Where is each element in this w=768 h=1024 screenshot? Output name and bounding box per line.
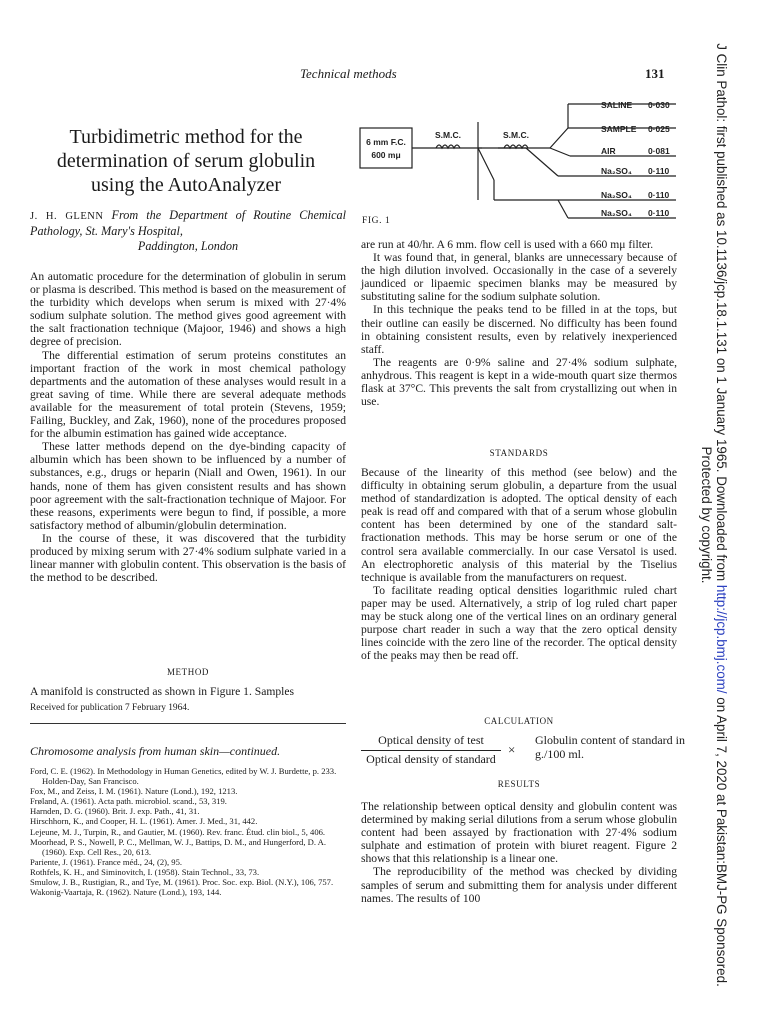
author-name: J. H. GLENN bbox=[30, 211, 104, 222]
reference-item: Fox, M., and Zeiss, I. M. (1961). Nature (Lond.), 192, 1213. bbox=[30, 786, 238, 797]
flow-cell-label: 6 mm F.C. bbox=[366, 137, 406, 147]
sidebar-line-1 bbox=[714, 43, 729, 987]
body-paragraph: are run at 40/hr. A 6 mm. flow cell is used with a 660 mμ filter. bbox=[361, 238, 654, 251]
line-label-air: AIR bbox=[601, 146, 616, 156]
results-heading: RESULTS bbox=[497, 779, 541, 789]
reference-item: Smulow, J. B., Rustigian, R., and Tye, M. (1961). Proc. Soc. exp. Biol. (N.Y.), 106, 757. bbox=[30, 877, 334, 888]
body-paragraph: In this technique the peaks tend to be filled in at the tops, but their outline can easily be discerned. No difficulty has been found in obtaining consistent results, even by relatively inexperienced staff. bbox=[361, 303, 677, 356]
line-value-na2so4-3: 0·110 bbox=[648, 208, 670, 218]
received-note: Received for publication 7 February 1964. bbox=[30, 703, 190, 713]
formula-fraction bbox=[361, 733, 501, 767]
reference-item: Pariente, J. (1961). France méd., 24, (2), 95. bbox=[30, 856, 183, 867]
line-value-na2so4-2: 0·110 bbox=[648, 190, 670, 200]
figure-label: FIG. 1 bbox=[362, 216, 391, 226]
method-text bbox=[30, 685, 346, 698]
body-paragraph: These latter methods depend on the dye-binding capacity of albumin which has been shown to be influenced by a number of substances, e.g., drugs or heparin (Niall and Owen, 1961). In our hands, none of them has given consistent results and has shown poor agreement with the salt-fractionation technique of Majoor. For these reasons, experiments were begun to find, if possible, a more satisfactory method of albumin/globulin determination. bbox=[30, 440, 346, 532]
figure-1-manifold-diagram bbox=[358, 92, 688, 224]
line-label-sample: SAMPLE bbox=[601, 124, 637, 134]
journal-link[interactable]: http://jcp.bmj.com/ bbox=[714, 584, 729, 694]
title-line: using the AutoAnalyzer bbox=[91, 174, 281, 196]
body-paragraph: The reproducibility of the method was checked by dividing samples of serum and submitting them for analysis under different names. The results of 100 bbox=[361, 865, 677, 905]
continued-title: Chromosome analysis from human skin—continued. bbox=[30, 744, 281, 758]
multiply-sign: × bbox=[508, 742, 516, 757]
author-affiliation: From the Department of Routine Chemical Pathology, St. Mary's Hospital, bbox=[30, 208, 346, 238]
filter-label: 600 mμ bbox=[371, 150, 401, 160]
formula-numerator: Optical density of test bbox=[361, 733, 501, 751]
reference-item: Wakonig-Vaartaja, R. (1962). Nature (Lond.), 193, 144. bbox=[30, 887, 222, 898]
reference-item: Hirschhorn, K., and Cooper, H. L. (1961). Amer. J. Med., 31, 442. bbox=[30, 816, 258, 827]
body-paragraph: In the course of these, it was discovered that the turbidity produced by mixing serum with 27·4% sodium sulphate varied in a linear manner with globulin content. This observation is the basis of the method to be described. bbox=[30, 531, 346, 585]
author-block bbox=[30, 208, 346, 254]
reference-item: Frøland, A. (1961). Acta path. microbiol. scand., 53, 319. bbox=[30, 796, 227, 807]
coil-label-2: S.M.C. bbox=[503, 130, 529, 140]
page-number: 131 bbox=[645, 66, 665, 81]
standards-heading: STANDARDS bbox=[489, 448, 549, 458]
article-title bbox=[30, 125, 342, 197]
line-value-saline: 0·030 bbox=[648, 100, 670, 110]
reference-list bbox=[30, 766, 346, 897]
line-label-na2so4-3: Na₂SO₄ bbox=[601, 208, 632, 218]
right-column-body bbox=[361, 238, 677, 408]
line-value-sample: 0·025 bbox=[648, 124, 670, 134]
method-heading: METHOD bbox=[166, 667, 210, 677]
line-label-saline: SALINE bbox=[601, 100, 633, 110]
line-label-na2so4-1: Na₂SO₄ bbox=[601, 166, 632, 176]
reference-item: Rothfels, K. H., and Siminovitch, I. (1958). Stain Technol., 33, 73. bbox=[30, 866, 260, 877]
sidebar-part-2: on April 7, 2020 at Pakistan:BMJ-PG Sponsored. bbox=[714, 693, 729, 987]
title-line: Turbidimetric method for the bbox=[69, 126, 303, 148]
section-divider bbox=[30, 723, 346, 724]
formula-denominator: Optical density of standard bbox=[366, 752, 496, 766]
standards-body bbox=[361, 466, 677, 662]
calculation-formula bbox=[361, 733, 691, 773]
body-paragraph: The reagents are 0·9% saline and 27·4% sodium sulphate, anhydrous. This reagent is kept in a wide-mouth quart size thermos flask at 37°C. This prevents the salt from crystallizing out when in use. bbox=[361, 355, 677, 409]
reference-item: Lejeune, M. J., Turpin, R., and Gautier, M. (1960). Rev. franc. Étud. clin biol., 5, 406. bbox=[30, 826, 326, 837]
calculation-heading: CALCULATION bbox=[484, 716, 554, 726]
coil-label-1: S.M.C. bbox=[435, 130, 461, 140]
body-paragraph: The relationship between optical density and globulin content was determined by making serial dilutions from a serum whose globulin content had been assayed by fractionation with 27·4% sodium sulphate and estimation of protein with biuret reagent. Figure 2 shows that this relationship is a linear one. bbox=[361, 800, 677, 866]
reference-item: Ford, C. E. (1962). In Methodology in Human Genetics, edited by W. J. Burdette, p. 233. Holden-Day, San Francisco. bbox=[30, 766, 337, 787]
author-location: Paddington, London bbox=[137, 239, 239, 253]
copyright-sidebar bbox=[684, 20, 744, 1010]
abstract-paragraph: An automatic procedure for the determination of globulin in serum or plasma is described. This method is based on the measurement of the turbidity which develops when serum is mixed with 27·4% sodium sulphate solution. The method gives good agreement with the salt fractionation technique (Majoor, 1946) and shows a high degree of precision. bbox=[30, 270, 346, 349]
sidebar-line-2: Protected by copyright. bbox=[699, 446, 714, 584]
results-body bbox=[361, 800, 677, 905]
title-line: determination of serum globulin bbox=[56, 150, 316, 172]
body-paragraph: To facilitate reading optical densities logarithmic ruled chart paper may be used. Alternatively, a strip of log ruled chart paper may be stuck along one of the vertical lines on an ordinary general purpose chart reader in such a way that the zero optical density lines coincide with the zero line of the recorder. The optical density of the peaks may then be read off. bbox=[361, 583, 677, 663]
method-paragraph: A manifold is constructed as shown in Figure 1. Samples bbox=[30, 685, 295, 698]
flow-cell-box bbox=[360, 128, 412, 168]
reference-item: Moorhead, P. S., Nowell, P. C., Mellman, W. J., Battips, D. M., and Hungerford, D. A. (1960). Exp. Cell Res., 20, 613. bbox=[30, 836, 326, 857]
running-header-title: Technical methods bbox=[300, 66, 397, 81]
left-column-body bbox=[30, 270, 346, 584]
sidebar-text bbox=[699, 43, 729, 987]
line-value-air: 0·081 bbox=[648, 146, 670, 156]
body-paragraph: The differential estimation of serum proteins constitutes an important fraction of the work in most chemical pathology departments and the automation of these analyses would result in a great saving of time. While there are several adequate methods available for the measurement of total protein (Stevens, 1959; Failing, Buckley, and Zak, 1960), none of the procedures proposed for the albumin estimation has gained wide acceptance. bbox=[30, 348, 346, 441]
line-label-na2so4-2: Na₂SO₄ bbox=[601, 190, 632, 200]
body-paragraph: Because of the linearity of this method (see below) and the difficulty in obtaining serum globulin, a departure from the usual method of standardization is adopted. The optical density of each peak is read off and compared with that of a serum whose globulin content has been determined by one of the standard salt-fractionation methods. This may be horse serum or one of the control sera available commercially. In our case Versatol is used. An electrophoretic analysis of this material by the Tiselius technique is available from the manufacturers on request. bbox=[361, 466, 677, 584]
sidebar-part-1: J Clin Pathol: first published as 10.1136/jcp.18.1.131 on 1 January 1965. Downloaded from bbox=[714, 43, 729, 585]
line-value-na2so4-1: 0·110 bbox=[648, 166, 670, 176]
formula-result: Globulin content of standard in g./100 ml. bbox=[535, 733, 685, 761]
body-paragraph: It was found that, in general, blanks are unnecessary because of the high dilution involved. Occasionally in the case of a severely jaundiced or lipaemic specimen blanks may be measured by substituting saline for the sodium sulphate solution. bbox=[361, 251, 677, 304]
reference-item: Harnden, D. G. (1960). Brit. J. exp. Path., 41, 31. bbox=[30, 806, 200, 817]
